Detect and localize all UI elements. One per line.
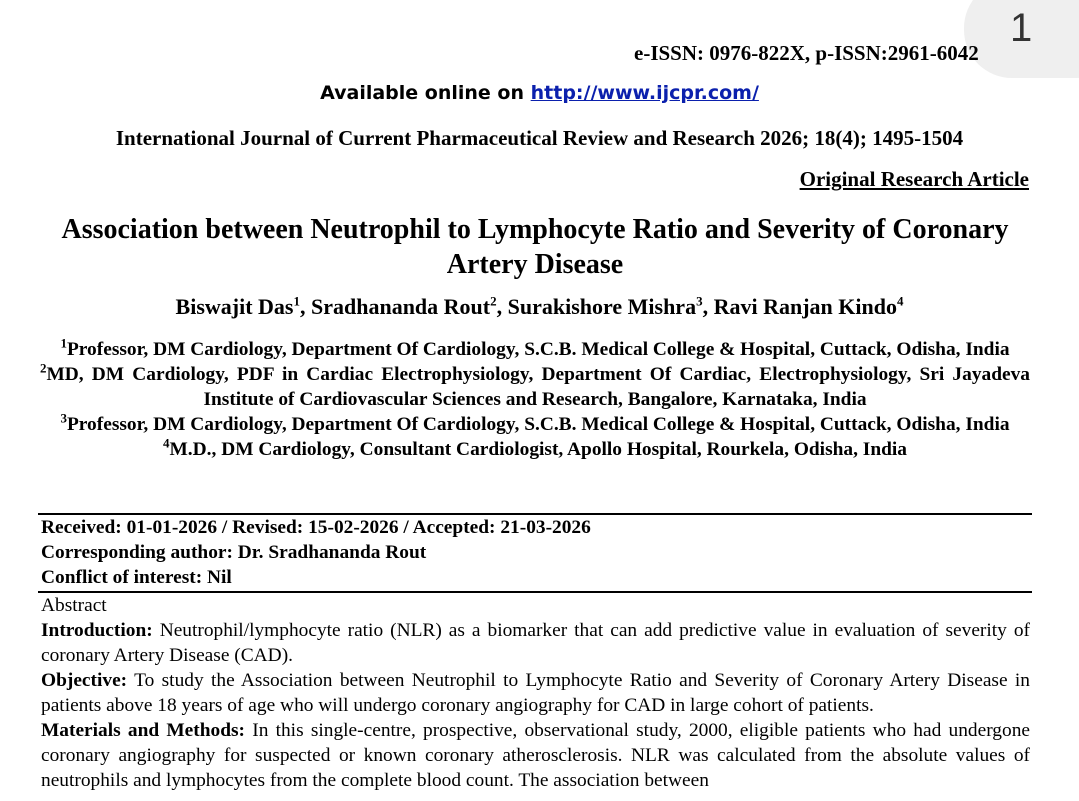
journal-citation: International Journal of Current Pharmaceutical Review and Research 2026; 18(4); 1495-1504 <box>115 126 964 150</box>
abstract-section-label: Objective: <box>41 670 128 691</box>
author-sup: 3 <box>696 293 703 309</box>
affiliation <box>40 337 1030 362</box>
affiliation-sup: 1 <box>60 335 67 351</box>
available-online-line <box>0 82 1079 104</box>
affiliation-text: Professor, DM Cardiology, Department Of Cardiology, S.C.B. Medical College & Hospital, Cuttack, Odisha, India <box>66 339 1010 360</box>
abstract-section-text: Neutrophil/lymphocyte ratio (NLR) as a biomarker that can add predictive value in evaluation of severity of coronary Artery Disease (CAD). <box>41 620 1030 666</box>
abstract <box>41 593 1030 793</box>
article-title: Association between Neutrophil to Lymphocyte Ratio and Severity of Coronary Artery Disease <box>61 214 1009 280</box>
article-meta <box>41 515 1031 590</box>
abstract-heading: Abstract <box>41 595 107 616</box>
abstract-paragraph <box>41 668 1030 718</box>
journal-url-link[interactable]: http://www.ijcpr.com/ <box>530 82 759 104</box>
affiliation-text: Professor, DM Cardiology, Department Of Cardiology, S.C.B. Medical College & Hospital, Cuttack, Odisha, India <box>66 414 1010 435</box>
page-number: 1 <box>1010 6 1033 50</box>
author-name: Sradhananda Rout <box>310 294 491 319</box>
article-type: Original Research Article <box>799 167 1029 191</box>
available-online-label: Available online on <box>320 82 525 104</box>
author-list <box>0 294 1079 320</box>
abstract-paragraph <box>41 718 1030 793</box>
author-sup: 2 <box>490 293 497 309</box>
author-sup: 4 <box>896 293 904 309</box>
author-name: Ravi Ranjan Kindo <box>713 294 897 319</box>
issn-line: e-ISSN: 0976-822X, p-ISSN:2961-6042 <box>634 41 979 65</box>
abstract-section-label: Introduction: <box>41 620 153 641</box>
affiliation-sup: 3 <box>60 410 67 426</box>
corresponding-author-line: Corresponding author: Dr. Sradhananda Rout <box>41 542 427 563</box>
affiliation-sup: 2 <box>40 360 47 376</box>
author-separator: , <box>702 294 714 319</box>
abstract-paragraph <box>41 618 1030 668</box>
affiliation <box>40 412 1030 437</box>
abstract-section-label: Materials and Methods: <box>41 720 246 741</box>
affiliation-text: M.D., DM Cardiology, Consultant Cardiologist, Apollo Hospital, Rourkela, Odisha, India <box>169 439 907 460</box>
affiliation <box>40 437 1030 462</box>
author-sup: 1 <box>293 293 300 309</box>
author-separator: , <box>299 294 311 319</box>
affiliations <box>40 337 1030 462</box>
affiliation <box>40 362 1030 412</box>
affiliation-sup: 4 <box>163 435 170 451</box>
author-separator: , <box>496 294 508 319</box>
abstract-section-text: In this single-centre, prospective, observational study, 2000, eligible patients who had undergone coronary angiography for suspected or known coronary atherosclerosis. NLR was calculated from the absolute values of neutrophils and lymphocytes from the complete blood count. The association between <box>41 720 1030 791</box>
page-number-badge <box>964 0 1079 78</box>
dates-line: Received: 01-01-2026 / Revised: 15-02-2026 / Accepted: 21-03-2026 <box>41 517 591 538</box>
conflict-line: Conflict of interest: Nil <box>41 567 232 588</box>
author-name: Biswajit Das <box>175 294 294 319</box>
affiliation-text: MD, DM Cardiology, PDF in Cardiac Electrophysiology, Department Of Cardiac, Electrophysiology, Sri Jayadeva Institute of Cardiovascular Sciences and Research, Bangalore, Karnataka, India <box>46 364 1030 410</box>
author-name: Surakishore Mishra <box>507 294 697 319</box>
abstract-section-text: To study the Association between Neutrophil to Lymphocyte Ratio and Severity of Coronary Artery Disease in patients above 18 years of age who will undergo coronary angiography for CAD in large cohort of patients. <box>41 670 1030 716</box>
